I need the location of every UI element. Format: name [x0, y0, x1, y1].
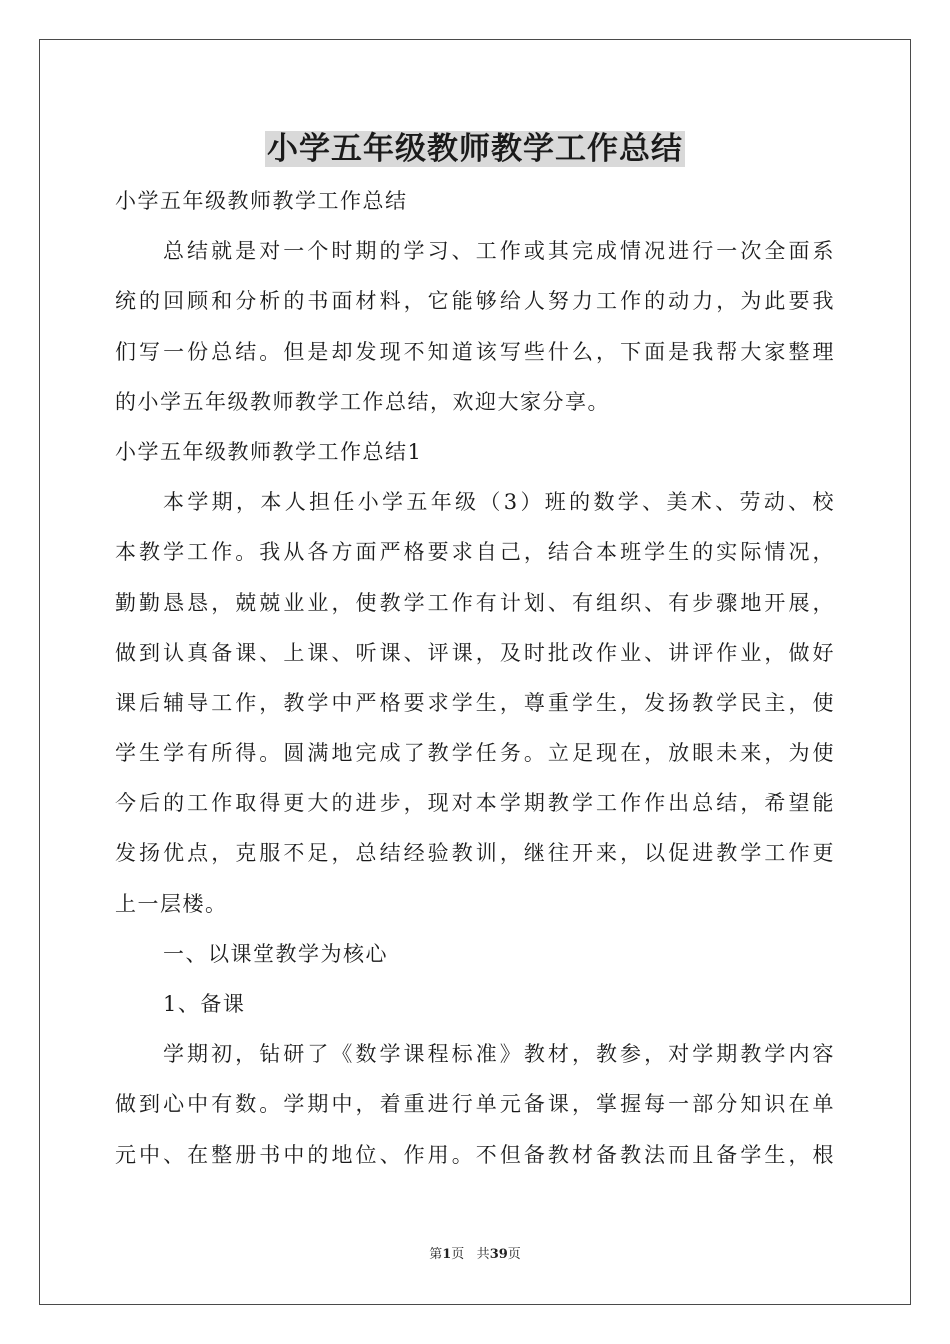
- subsection-heading: 1、备课: [163, 992, 246, 1016]
- paragraph-line: 元中、在整册书中的地位、作用。不但备教材备教法而且备学生，根: [115, 1142, 835, 1167]
- paragraph-line: 上一层楼。: [115, 891, 228, 916]
- paragraph-line: 们写一份总结。但是却发现不知道该写些什么，下面是我帮大家整理: [115, 339, 835, 364]
- paragraph-line: 学生学有所得。圆满地完成了教学任务。立足现在，放眼未来，为使: [115, 741, 835, 766]
- page-footer: [0, 1245, 950, 1265]
- subtitle-line: 小学五年级教师教学工作总结: [115, 189, 408, 213]
- paragraph-line: 本学期，本人担任小学五年级（3）班的数学、美术、劳动、校: [163, 490, 835, 515]
- paragraph-line: 勤勤恳恳，兢兢业业，使教学工作有计划、有组织、有步骤地开展，: [115, 590, 835, 615]
- document-body: [115, 176, 835, 1180]
- paragraph-line: 今后的工作取得更大的进步，现对本学期教学工作作出总结，希望能: [115, 791, 835, 816]
- paragraph-line: 做到认真备课、上课、听课、评课，及时批改作业、讲评作业，做好: [115, 640, 835, 665]
- subsection-heading: 一、以课堂教学为核心: [163, 941, 388, 966]
- paragraph-line: 统的回顾和分析的书面材料，它能够给人努力工作的动力，为此要我: [115, 289, 835, 314]
- paragraph-line: 本教学工作。我从各方面严格要求自己，结合本班学生的实际情况，: [115, 540, 835, 565]
- page-suffix: 页: [451, 1247, 465, 1262]
- page-prefix: 第: [429, 1247, 443, 1262]
- paragraph-line: 发扬优点，克服不足，总结经验教训，继往开来，以促进教学工作更: [115, 841, 835, 866]
- paragraph-line: 课后辅导工作，教学中严格要求学生，尊重学生，发扬教学民主，使: [115, 690, 835, 715]
- paragraph-line: 做到心中有数。学期中，着重进行单元备课，掌握每一部分知识在单: [115, 1092, 835, 1117]
- document-title-text: 小学五年级教师教学工作总结: [267, 131, 683, 167]
- section-heading: 小学五年级教师教学工作总结1: [115, 439, 423, 464]
- total-prefix: 共: [476, 1247, 490, 1262]
- document-title: [0, 124, 950, 174]
- total-suffix: 页: [507, 1247, 521, 1262]
- paragraph-line: 的小学五年级教师教学工作总结，欢迎大家分享。: [115, 389, 610, 414]
- paragraph-line: 学期初，钻研了《数学课程标准》教材，教参，对学期教学内容: [163, 1042, 835, 1067]
- total-pages: 39: [489, 1247, 508, 1262]
- paragraph-line: 总结就是对一个时期的学习、工作或其完成情况进行一次全面系: [163, 239, 835, 264]
- page-number: 1: [442, 1247, 452, 1262]
